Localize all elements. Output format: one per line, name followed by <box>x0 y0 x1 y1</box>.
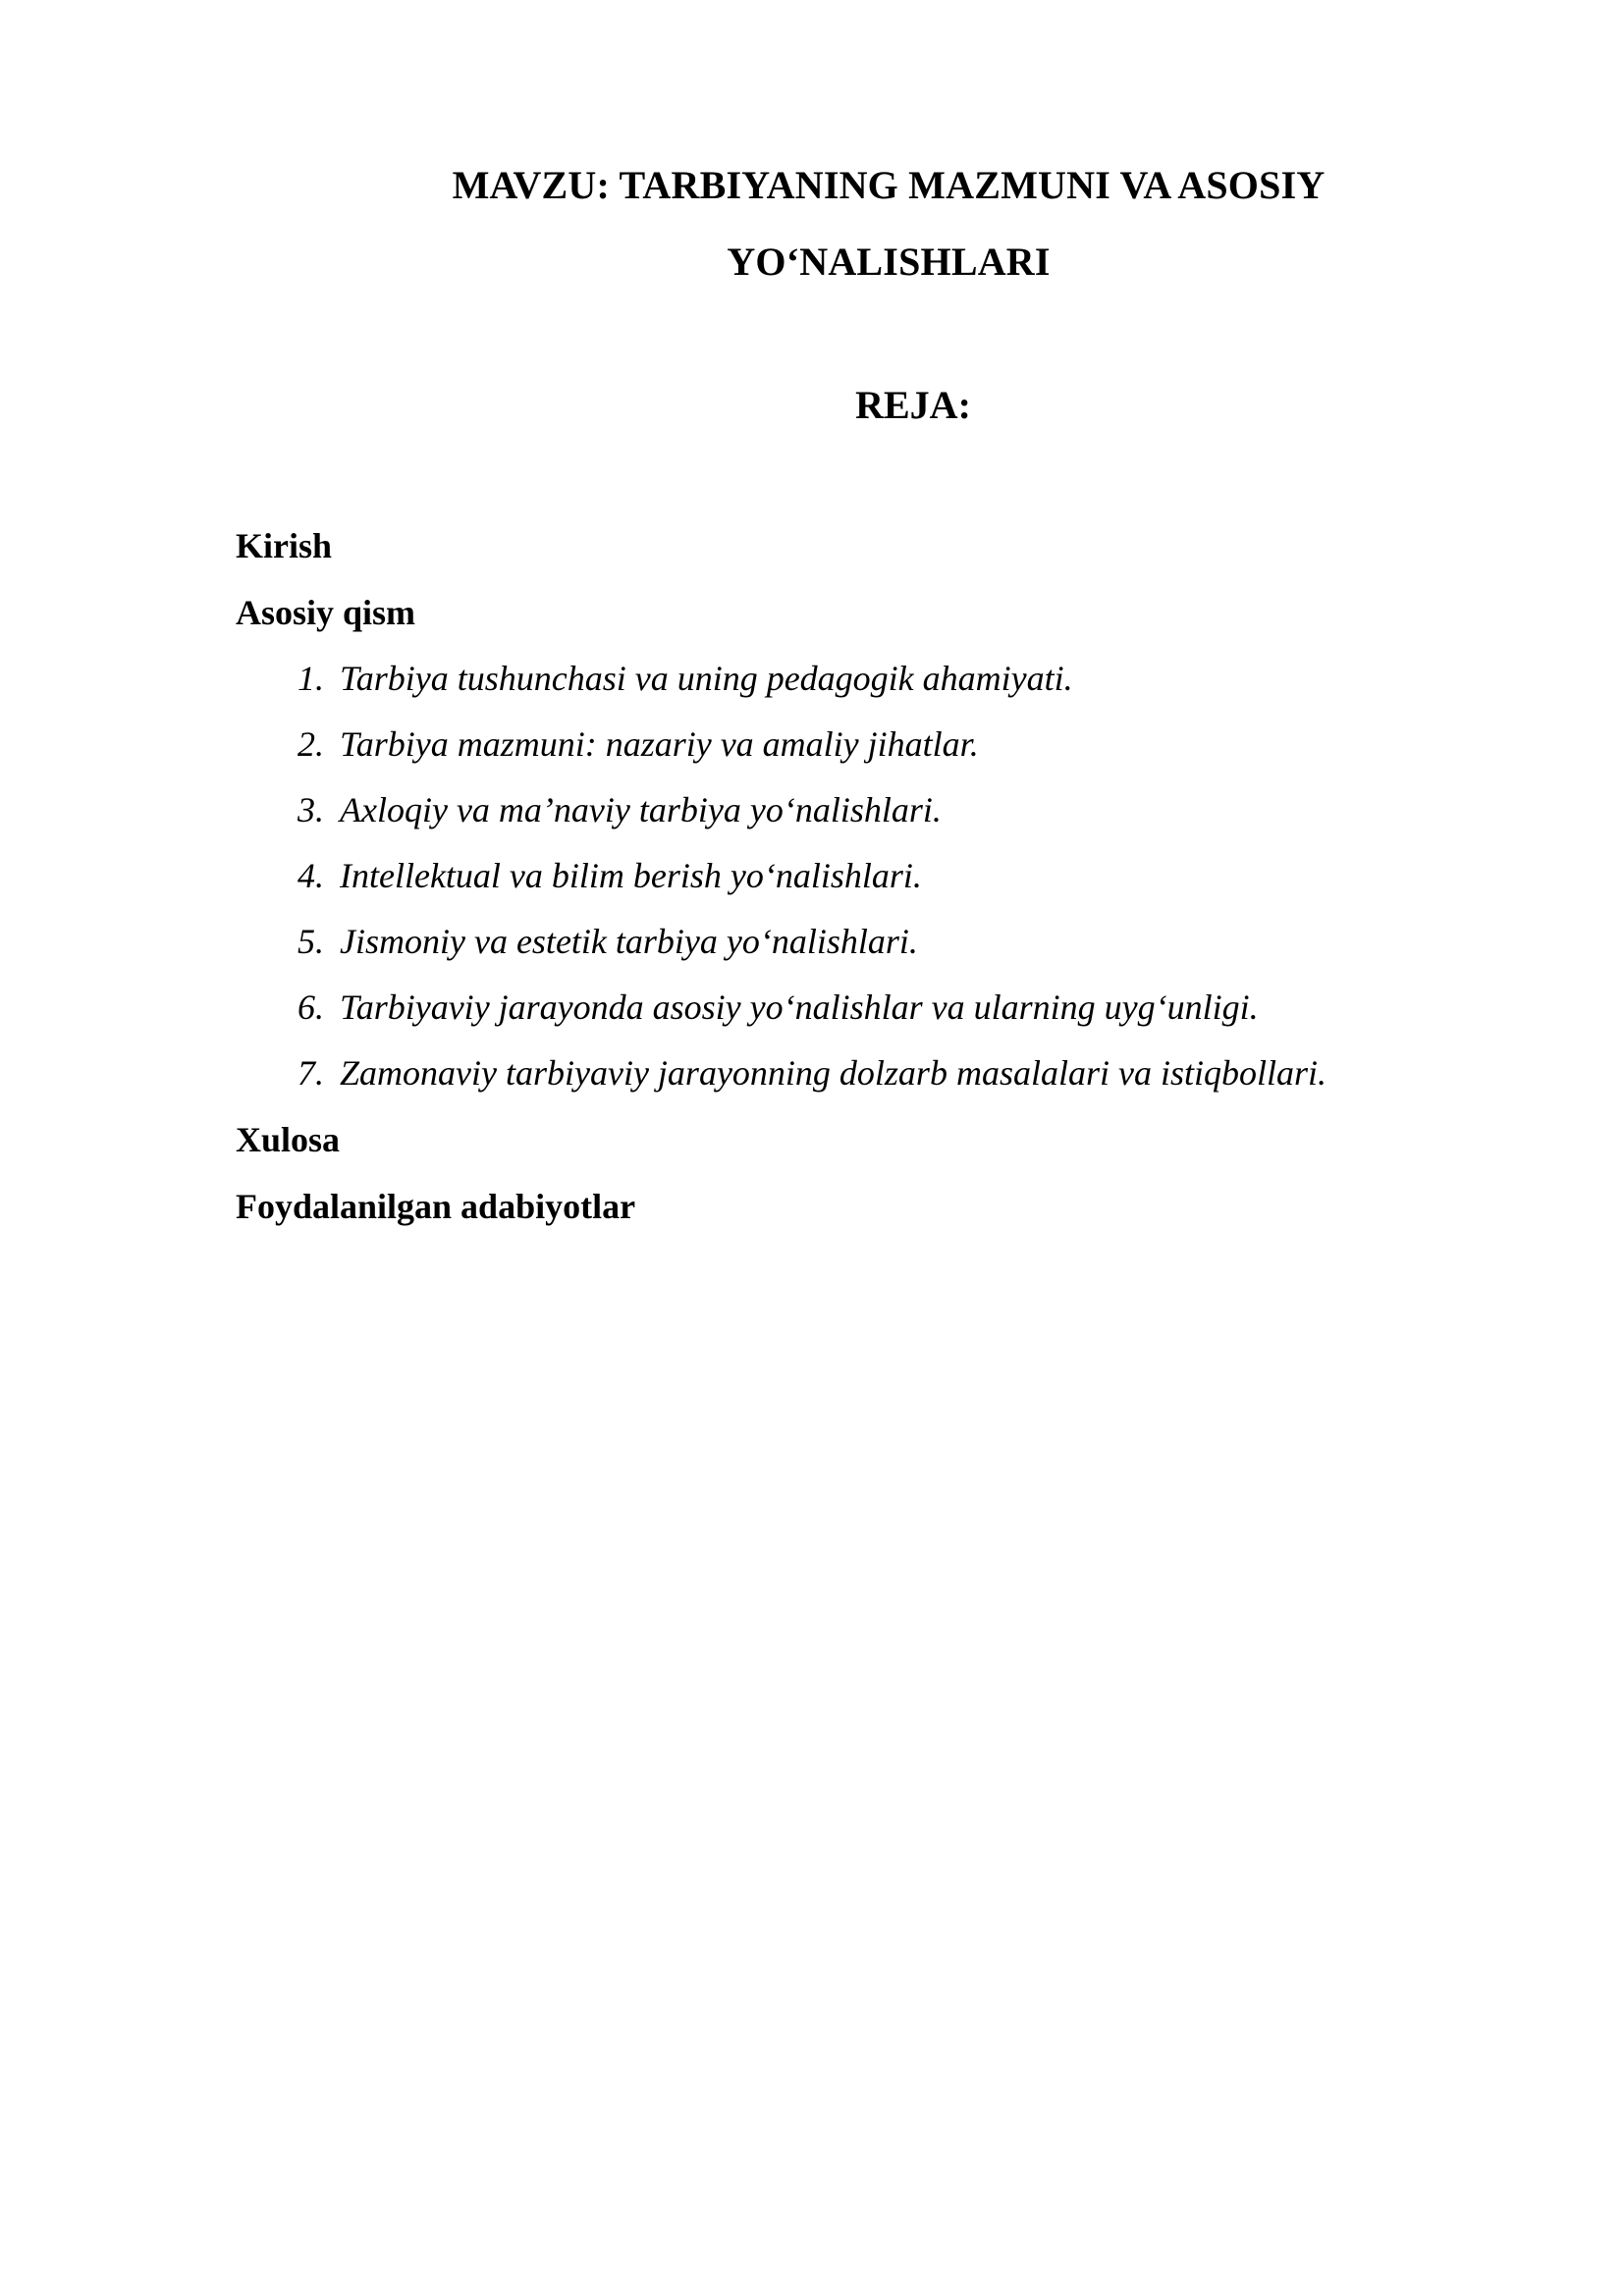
list-item-text: Jismoniy va estetik tarbiya yo‘nalishlari. <box>340 922 918 961</box>
list-item <box>236 646 1512 712</box>
list-item-text: Tarbiya mazmuni: nazariy va amaliy jihatlar. <box>340 724 979 764</box>
list-item <box>236 1041 1512 1106</box>
list-item-text: Intellektual va bilim berish yo‘nalishlari. <box>340 856 922 895</box>
list-item-number: 4. <box>298 856 324 895</box>
list-item-text: Axloqiy va ma’naviy tarbiya yo‘nalishlari. <box>340 790 942 829</box>
list-item <box>236 712 1512 777</box>
list-item <box>236 777 1512 843</box>
title-line-2: YO‘NALISHLARI <box>727 240 1051 284</box>
list-item-text: Tarbiyaviy jarayonda asosiy yo‘nalishlar va ularning uyg‘unligi. <box>340 988 1259 1027</box>
list-item-text: Zamonaviy tarbiyaviy jarayonning dolzarb masalalari va istiqbollari. <box>340 1053 1326 1093</box>
section-conclusion: Xulosa <box>236 1120 341 1159</box>
list-item-number: 2. <box>298 724 324 764</box>
list-item-number: 7. <box>298 1053 324 1093</box>
plan-outline <box>236 512 1512 1240</box>
title-line-1: MAVZU: TARBIYANING MAZMUNI VA ASOSIY <box>452 163 1326 207</box>
section-main-part: Asosiy qism <box>236 593 416 632</box>
list-item-number: 1. <box>298 659 324 698</box>
list-item <box>236 909 1512 975</box>
section-intro: Kirish <box>236 526 333 565</box>
list-item-text: Tarbiya tushunchasi va uning pedagogik ahamiyati. <box>340 659 1073 698</box>
list-item <box>236 843 1512 909</box>
list-item-number: 3. <box>298 790 324 829</box>
plan-heading: REJA: <box>855 383 971 427</box>
list-item-number: 5. <box>298 922 324 961</box>
main-part-list <box>236 646 1512 1106</box>
list-item-number: 6. <box>298 988 324 1027</box>
document-title <box>373 147 1404 300</box>
list-item <box>236 975 1512 1041</box>
section-references: Foydalanilgan adabiyotlar <box>236 1187 636 1226</box>
